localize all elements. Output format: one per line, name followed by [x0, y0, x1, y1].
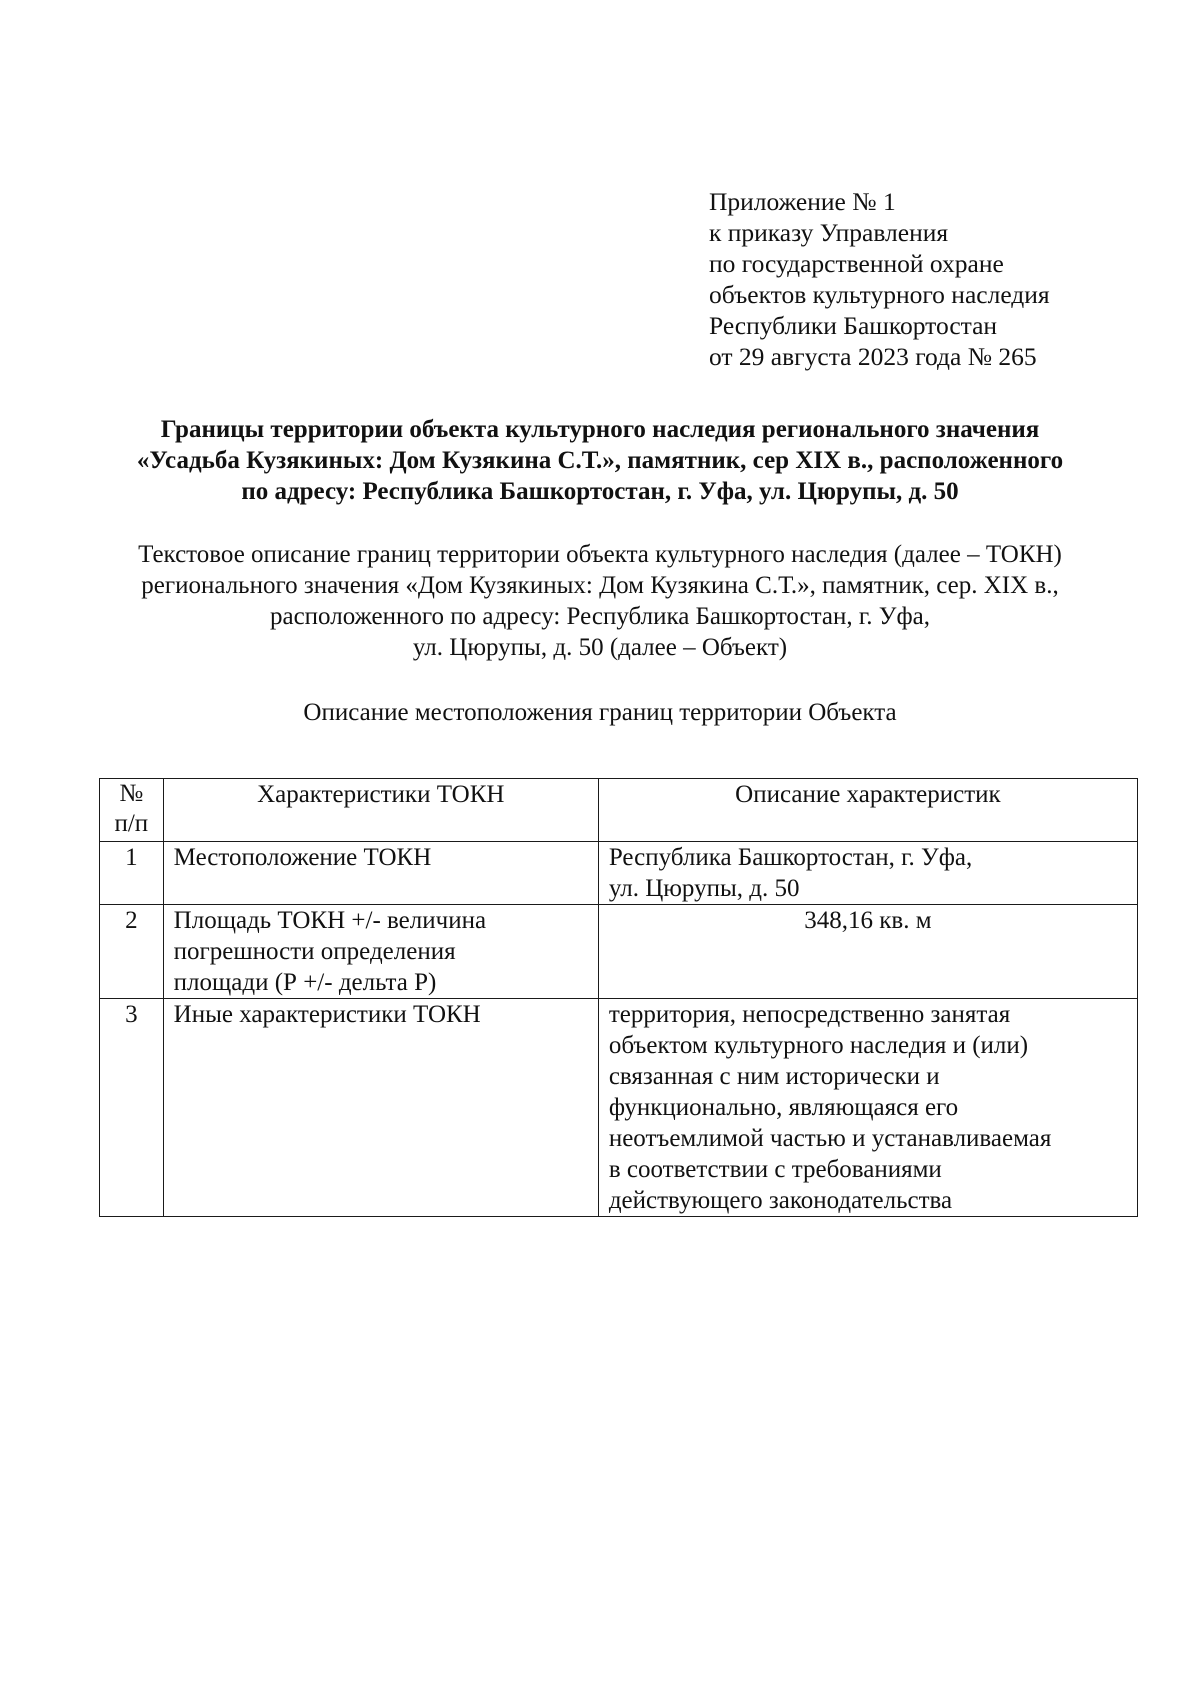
cell-line: территория, непосредственно занятая [608, 1001, 1011, 1028]
row-number: 3 [100, 999, 164, 1217]
row-description [598, 999, 1137, 1217]
title-line: по адресу: Республика Башкортостан, г. Уфа, ул. Цюрупы, д. 50 [241, 478, 959, 505]
description-line: регионального значения «Дом Кузякиных: Дом Кузякина С.Т.», памятник, сер. XIX в., [141, 572, 1059, 599]
cell-line: 348,16 кв. м [804, 907, 932, 934]
cell-line: в соответствии с требованиями [608, 1156, 942, 1183]
header-description: Описание характеристик [598, 779, 1137, 842]
cell-line: связанная с ним исторически и [608, 1063, 940, 1090]
appendix-line: объектов культурного наследия [709, 280, 1050, 309]
header-characteristics: Характеристики ТОКН [163, 779, 598, 842]
appendix-line: Республики Башкортостан [709, 311, 998, 340]
row-number: 1 [100, 842, 164, 905]
cell-line: функционально, являющаяся его [608, 1094, 959, 1121]
table-header-row [100, 779, 1138, 842]
table-row [100, 905, 1138, 999]
text-description [60, 539, 1140, 663]
row-characteristic [163, 999, 598, 1217]
table-row [100, 999, 1138, 1217]
section-subheading: Описание местоположения границ территории Объекта [303, 699, 897, 726]
cell-line: Площадь ТОКН +/- величина [173, 907, 487, 934]
appendix-line: по государственной охране [709, 249, 1004, 278]
characteristics-table [99, 778, 1138, 1217]
table-row [100, 842, 1138, 905]
title-line: Границы территории объекта культурного наследия регионального значения [160, 416, 1040, 443]
description-line: Текстовое описание границ территории объекта культурного наследия (далее – ТОКН) [138, 541, 1062, 568]
header-number [100, 779, 164, 842]
cell-line: погрешности определения [173, 938, 456, 965]
description-line: расположенного по адресу: Республика Башкортостан, г. Уфа, [269, 603, 931, 630]
row-characteristic [163, 842, 598, 905]
appendix-line: от 29 августа 2023 года № 265 [709, 342, 1037, 371]
cell-line: Республика Башкортостан, г. Уфа, [608, 844, 973, 871]
cell-line: ул. Цюрупы, д. 50 [608, 875, 800, 902]
appendix-line: к приказу Управления [709, 218, 949, 247]
cell-line: неотъемлимой частью и устанавливаемая [608, 1125, 1052, 1152]
appendix-line: Приложение № 1 [709, 187, 896, 216]
cell-line: Местоположение ТОКН [173, 844, 432, 871]
description-line: ул. Цюрупы, д. 50 (далее – Объект) [412, 634, 788, 661]
cell-line: Иные характеристики ТОКН [173, 1001, 481, 1028]
row-characteristic [163, 905, 598, 999]
appendix-block [709, 186, 1050, 372]
cell-line: объектом культурного наследия и (или) [608, 1032, 1029, 1059]
title-line: «Усадьба Кузякиных: Дом Кузякина С.Т.», памятник, сер XIX в., расположенного [136, 447, 1064, 474]
header-number-symbol: № [119, 780, 144, 807]
header-number-abbr: п/п [114, 810, 149, 837]
row-description [598, 905, 1137, 999]
document-title [60, 414, 1140, 507]
cell-line: площади (Р +/- дельта Р) [173, 969, 437, 996]
cell-line: действующего законодательства [608, 1187, 953, 1214]
row-description [598, 842, 1137, 905]
row-number: 2 [100, 905, 164, 999]
